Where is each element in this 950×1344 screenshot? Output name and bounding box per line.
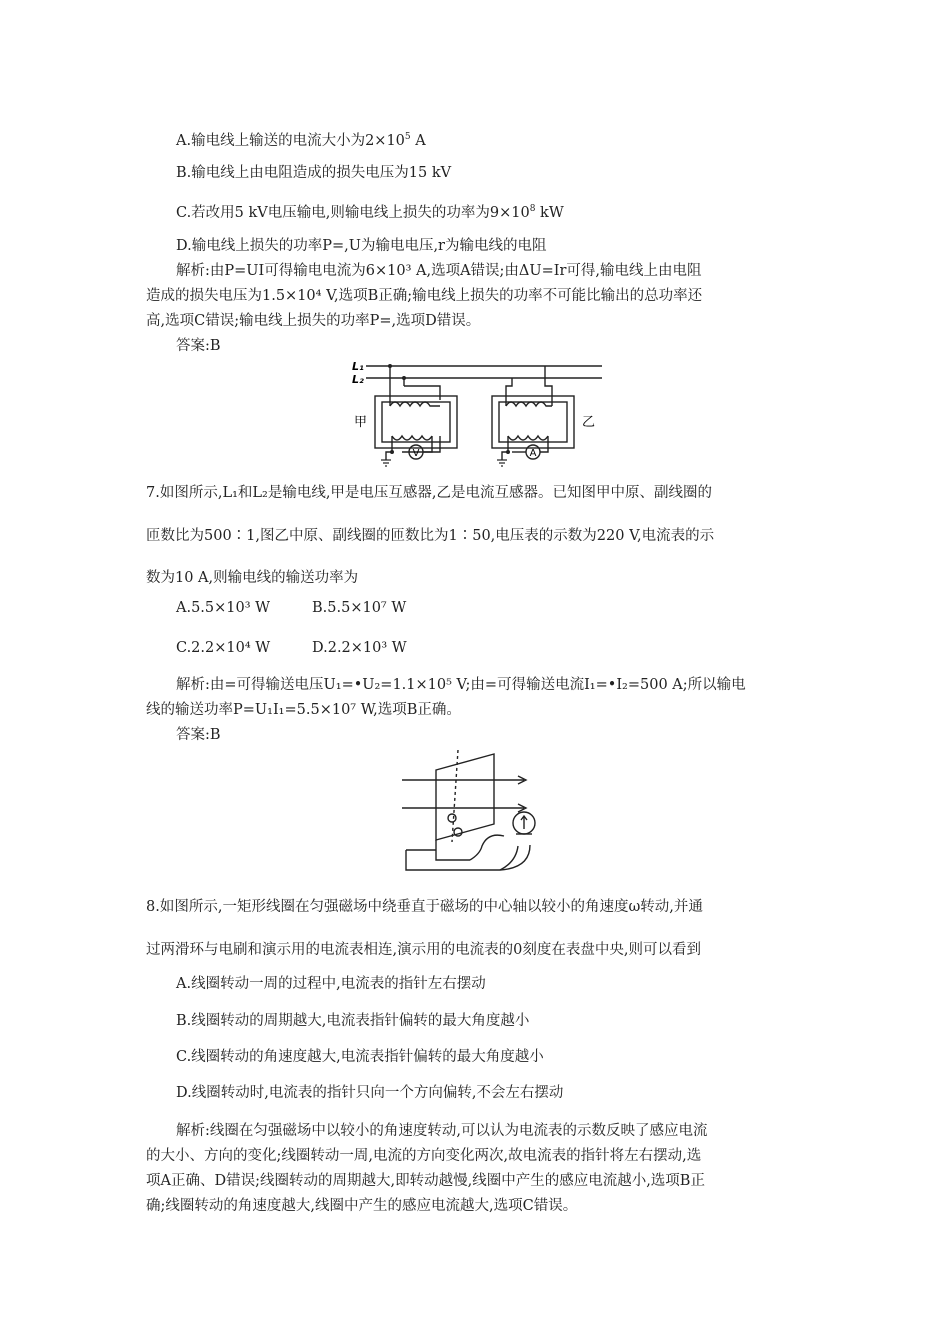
q6-analysis-line-1: 解析:由P=UI可得输电电流为6×10³ A,选项A错误;由ΔU=Ir可得,输电线上由电阻 — [176, 263, 702, 279]
q7-option-b: B.5.5×10⁷ W — [312, 600, 407, 616]
q8-analysis-line-1: 解析:线圈在匀强磁场中以较小的角速度转动,可以认为电流表的示数反映了感应电流 — [176, 1123, 708, 1139]
q8-stem-line-2: 过两滑环与电刷和演示用的电流表相连,演示用的电流表的0刻度在表盘中央,则可以看到 — [146, 942, 701, 958]
q7-analysis-line-2: 线的输送功率P=U₁I₁=5.5×10⁷ W,选项B正确。 — [146, 702, 461, 718]
q6-analysis-line-3: 高,选项C错误;输电线上损失的功率P=,选项D错误。 — [146, 313, 481, 329]
q6-option-b: B.输电线上由电阻造成的损失电压为15 kV — [176, 165, 452, 181]
transformer-figure — [340, 356, 610, 468]
q8-analysis-line-2: 的大小、方向的变化;线圈转动一周,电流的方向变化两次,故电流表的指针将左右摆动,选 — [146, 1148, 702, 1164]
q6-answer: 答案:B — [176, 338, 221, 354]
q8-option-b: B.线圈转动的周期越大,电流表指针偏转的最大角度越小 — [176, 1013, 530, 1029]
q8-stem-line-1: 8.如图所示,一矩形线圈在匀强磁场中绕垂直于磁场的中心轴以较小的角速度ω转动,并通 — [146, 899, 703, 915]
q6-option-c: C.若改用5 kV电压输电,则输电线上损失的功率为$9\times 10^8$ kW — [176, 204, 564, 221]
q7-option-a: A.5.5×10³ W — [176, 600, 271, 616]
q7-stem-line-3: 数为10 A,则输电线的输送功率为 — [146, 570, 359, 586]
label-l1: L₁ — [352, 360, 364, 373]
label-jia: 甲 — [354, 415, 368, 430]
q7-option-d: D.2.2×10³ W — [312, 640, 407, 656]
q6-option-d: D.输电线上损失的功率P=,U为输电电压,r为输电线的电阻 — [176, 238, 547, 254]
label-l2: L₂ — [352, 373, 364, 386]
label-yi: 乙 — [582, 415, 596, 430]
q7-answer: 答案:B — [176, 727, 221, 743]
voltmeter-label: V — [412, 448, 420, 459]
q6-analysis-line-2: 造成的损失电压为1.5×10⁴ V,选项B正确;输电线上损失的功率不可能比输出的总功率还 — [146, 288, 703, 304]
rotating-coil-figure — [400, 750, 560, 875]
q7-stem-line-1: 7.如图所示,L₁和L₂是输电线,甲是电压互感器,乙是电流互感器。已知图甲中原、副线圈的 — [146, 485, 713, 501]
ammeter-label: A — [529, 448, 537, 459]
q8-option-c: C.线圈转动的角速度越大,电流表指针偏转的最大角度越小 — [176, 1049, 544, 1065]
q8-option-d: D.线圈转动时,电流表的指针只向一个方向偏转,不会左右摆动 — [176, 1085, 564, 1101]
q8-option-a: A.线圈转动一周的过程中,电流表的指针左右摆动 — [176, 976, 486, 992]
q7-analysis-line-1: 解析:由=可得输送电压U₁=•U₂=1.1×10⁵ V;由=可得输送电流I₁=•I₂=500 A;所以输电 — [176, 677, 746, 693]
q7-option-c: C.2.2×10⁴ W — [176, 640, 271, 656]
q8-analysis-line-4: 确;线圈转动的角速度越大,线圈中产生的感应电流越大,选项C错误。 — [146, 1198, 578, 1214]
q7-stem-line-2: 匝数比为500∶1,图乙中原、副线圈的匝数比为1∶50,电压表的示数为220 V,电流表的示 — [146, 528, 715, 544]
q8-analysis-line-3: 项A正确、D错误;线圈转动的周期越大,即转动越慢,线圈中产生的感应电流越小,选项B正 — [146, 1173, 705, 1189]
q6-option-a: A.输电线上输送的电流大小为$2\times 10^5$ A — [176, 132, 426, 149]
